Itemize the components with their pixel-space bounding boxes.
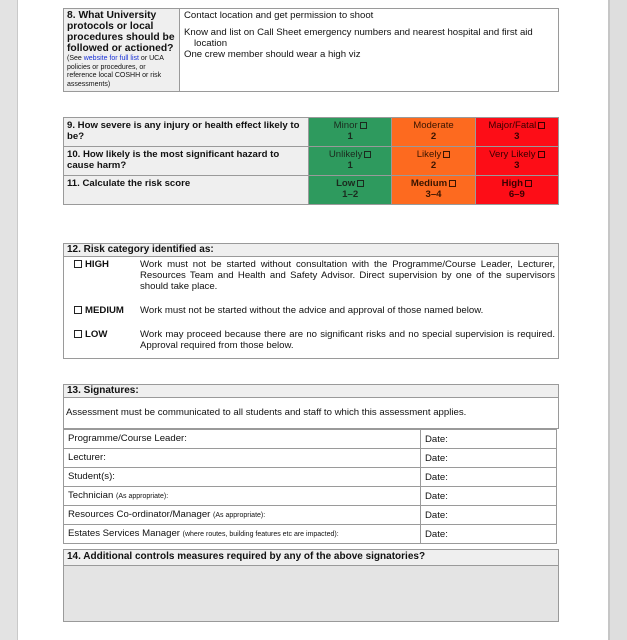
- risk-option-score: 1: [347, 160, 353, 171]
- section-8-question: [64, 9, 180, 91]
- answer-line-wrap: location: [194, 38, 228, 49]
- section-14-title: 14. Additional controls measures required by any of the above signatories?: [64, 550, 558, 566]
- signature-row: [64, 487, 557, 506]
- signatory-role: Programme/Course Leader:: [68, 433, 187, 444]
- risk-option-score: 3: [514, 160, 520, 171]
- risk-question: 9. How severe is any injury or health effect likely to be?: [64, 118, 309, 147]
- risk-category-label: [74, 329, 140, 351]
- checkbox-icon[interactable]: [443, 151, 450, 158]
- date-label: Date:: [425, 452, 448, 464]
- risk-option-score: 3–4: [425, 189, 442, 200]
- section-8-question-text: 8. What University protocols or local procedures should be followed or actioned?: [67, 10, 175, 54]
- date-field[interactable]: [421, 468, 557, 487]
- risk-option-label: Major/Fatal: [488, 120, 537, 131]
- risk-option-orange[interactable]: [392, 176, 475, 205]
- low-checkbox[interactable]: [74, 330, 82, 338]
- signatory-role: Student(s):: [68, 471, 115, 482]
- signatures-table: [63, 429, 557, 544]
- date-label: Date:: [425, 490, 448, 502]
- additional-controls-field[interactable]: [64, 566, 558, 621]
- risk-category-low: [64, 329, 558, 351]
- signatory-role: Estates Services Manager: [68, 528, 183, 539]
- signatures-note: Assessment must be communicated to all students and staff to which this assessment applies.: [66, 407, 467, 418]
- section-14-additional-controls: [63, 549, 559, 622]
- risk-category-label: [74, 259, 140, 292]
- risk-category-high: [64, 259, 558, 292]
- risk-option-label: Unlikely: [328, 149, 363, 160]
- section-13-title: 13. Signatures:: [64, 385, 558, 398]
- risk-category-label: [74, 305, 140, 316]
- risk-option-score: 3: [514, 131, 520, 142]
- risk-category-low-label: LOW: [85, 329, 108, 340]
- checkbox-icon[interactable]: [360, 122, 367, 129]
- signature-field[interactable]: [64, 506, 421, 525]
- date-field[interactable]: [421, 506, 557, 525]
- risk-category-low-text: Work may proceed because there are no significant risks and no special supervision is required. Approval required from those below.: [140, 329, 555, 351]
- signatory-qualifier: (As appropriate):: [116, 493, 169, 500]
- section-13-signatures: [63, 384, 559, 429]
- checkbox-icon[interactable]: [449, 180, 456, 187]
- signatory-role: Technician: [68, 490, 116, 501]
- risk-option-label: Very Likely: [489, 149, 536, 160]
- date-label: Date:: [425, 433, 448, 445]
- section-8-protocols: [63, 8, 559, 92]
- answer-line: [184, 27, 554, 49]
- signature-row: [64, 525, 557, 544]
- risk-category-high-label: HIGH: [85, 259, 109, 270]
- risk-category-medium-text: Work must not be started without the advice and approval of those named below.: [140, 305, 484, 316]
- answer-line-text: Know and list on Call Sheet emergency numbers and nearest hospital and first aid: [184, 27, 533, 38]
- date-label: Date:: [425, 509, 448, 521]
- signature-row: [64, 506, 557, 525]
- risk-option-score: 6–9: [508, 189, 525, 200]
- risk-option-label: Medium: [410, 178, 448, 189]
- risk-option-green[interactable]: [309, 147, 392, 176]
- section-8-answer-field[interactable]: [180, 9, 558, 91]
- signature-row: [64, 449, 557, 468]
- signature-field[interactable]: [64, 525, 421, 544]
- note-suffix: or UCA policies or procedures, or reference local COSHH or risk assessments): [67, 55, 164, 88]
- risk-option-label: High: [501, 178, 523, 189]
- high-checkbox[interactable]: [74, 260, 82, 268]
- risk-matrix-row: [64, 176, 559, 205]
- risk-option-score: 1: [347, 131, 353, 142]
- signatory-qualifier: (As appropriate):: [213, 512, 266, 519]
- risk-category-medium-label: MEDIUM: [85, 305, 124, 316]
- date-field[interactable]: [421, 449, 557, 468]
- checkbox-icon[interactable]: [525, 180, 532, 187]
- answer-line: Contact location and get permission to shoot: [184, 10, 374, 21]
- signature-field[interactable]: [64, 468, 421, 487]
- risk-matrix-row: [64, 147, 559, 176]
- signature-field[interactable]: [64, 487, 421, 506]
- risk-option-green[interactable]: [309, 118, 392, 147]
- risk-option-orange[interactable]: [392, 118, 475, 147]
- note-prefix: (See: [67, 55, 84, 62]
- risk-option-red[interactable]: [475, 176, 558, 205]
- date-field[interactable]: [421, 430, 557, 449]
- risk-option-label: Likely: [416, 149, 442, 160]
- checkbox-icon[interactable]: [364, 151, 371, 158]
- risk-matrix-row: [64, 118, 559, 147]
- medium-checkbox[interactable]: [74, 306, 82, 314]
- answer-line: One crew member should wear a high viz: [184, 49, 361, 60]
- section-12-title: 12. Risk category identified as:: [64, 244, 558, 257]
- risk-matrix: [63, 117, 559, 205]
- risk-option-orange[interactable]: [392, 147, 475, 176]
- signature-row: [64, 430, 557, 449]
- risk-question: 10. How likely is the most significant hazard to cause harm?: [64, 147, 309, 176]
- checkbox-icon[interactable]: [538, 122, 545, 129]
- signatory-role: Resources Co-ordinator/Manager: [68, 509, 214, 520]
- date-label: Date:: [425, 471, 448, 483]
- risk-question: 11. Calculate the risk score: [64, 176, 309, 205]
- date-label: Date:: [425, 528, 448, 540]
- signature-field[interactable]: [64, 430, 421, 449]
- date-field[interactable]: [421, 487, 557, 506]
- scrollbar-track[interactable]: [608, 0, 627, 640]
- checkbox-icon[interactable]: [538, 151, 545, 158]
- checkbox-icon[interactable]: [357, 180, 364, 187]
- risk-option-label: Moderate: [413, 120, 454, 131]
- risk-category-medium: [64, 305, 558, 316]
- section-12-risk-category: [63, 243, 559, 359]
- risk-option-red[interactable]: [475, 118, 558, 147]
- risk-option-score: 1–2: [342, 189, 359, 200]
- risk-option-green[interactable]: [309, 176, 392, 205]
- section-8-note: [67, 55, 176, 89]
- signatory-qualifier: (where routes, building features etc are impacted):: [182, 531, 339, 538]
- signature-row: [64, 468, 557, 487]
- date-field[interactable]: [421, 525, 557, 544]
- risk-option-score: 2: [430, 131, 437, 142]
- signature-field[interactable]: [64, 449, 421, 468]
- risk-option-label: Low: [336, 178, 356, 189]
- signatory-role: Lecturer:: [68, 452, 106, 463]
- website-link[interactable]: website for full list: [83, 55, 139, 62]
- risk-option-label: Minor: [333, 120, 358, 131]
- risk-option-red[interactable]: [475, 147, 558, 176]
- risk-option-score: 2: [430, 160, 437, 171]
- risk-category-high-text: Work must not be started without consultation with the Programme/Course Leader, Lecturer, Resources Team and Health and Safety Advisor. Direct supervision by one of the supervisors should take place.: [140, 259, 555, 292]
